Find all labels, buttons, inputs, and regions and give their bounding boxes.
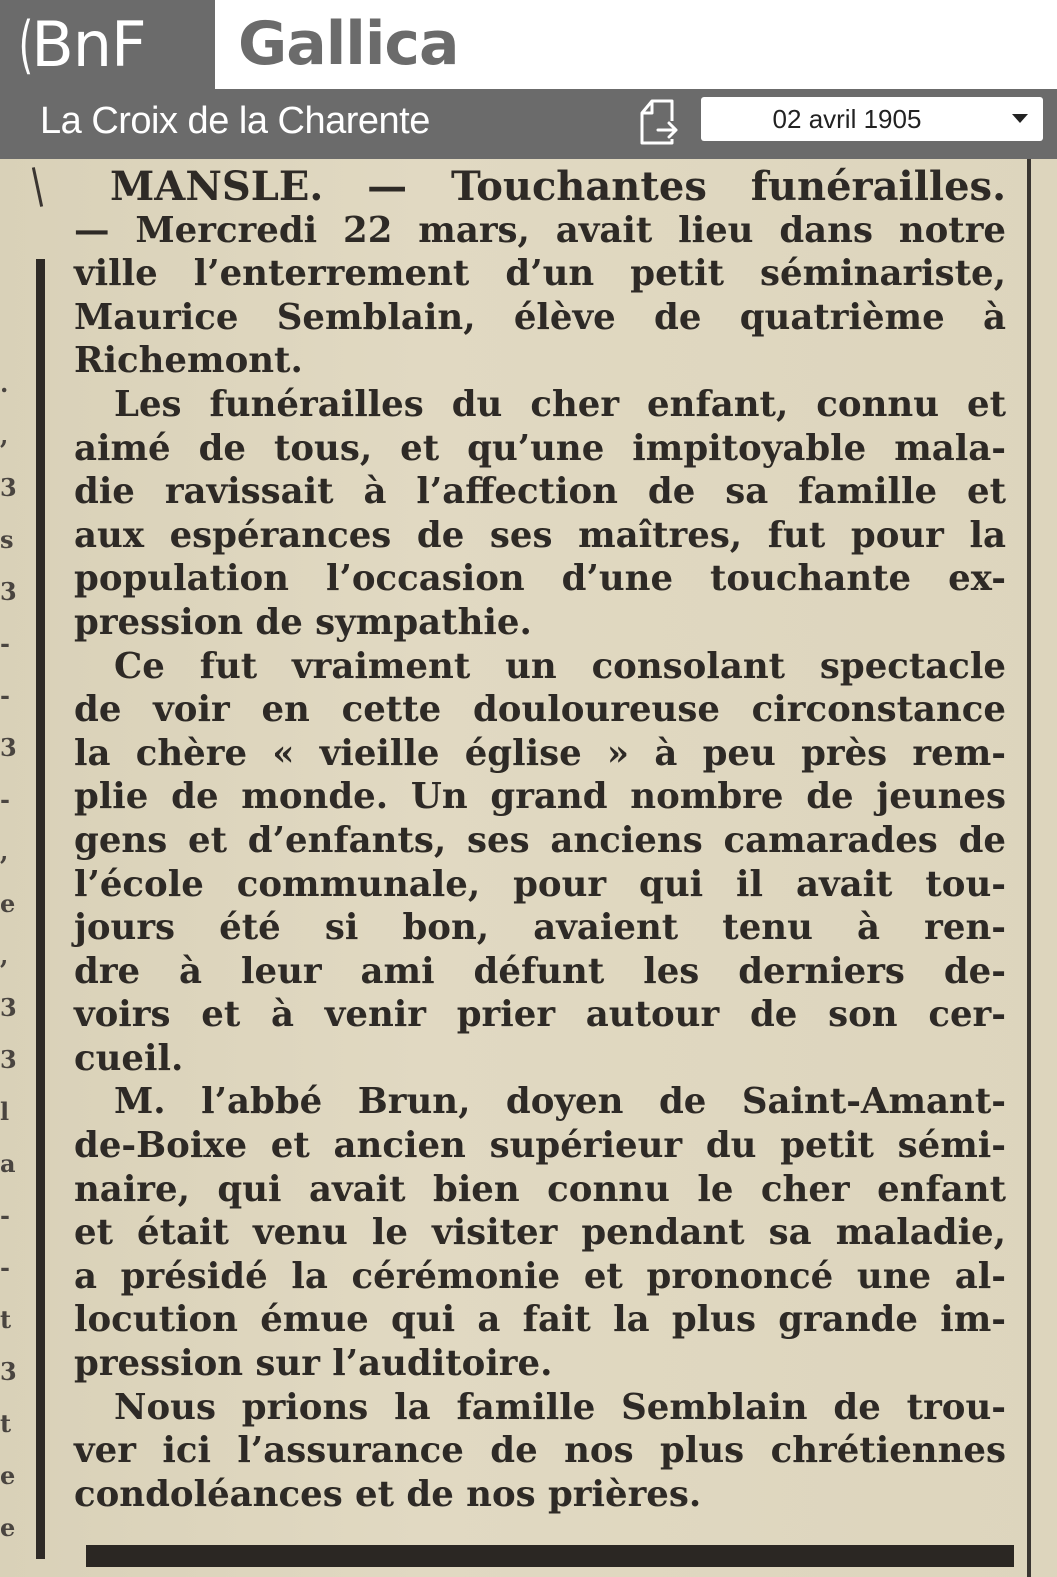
gallica-brand[interactable]: Gallica (238, 9, 459, 79)
article-line: plie de monde. Un grand nombre de jeunes (74, 776, 1006, 818)
column-rule-top (32, 167, 43, 207)
article-line: locution émue qui a fait la plus grande im- (74, 1299, 1006, 1341)
chevron-down-icon (1012, 114, 1028, 123)
left-column-edge (0, 159, 17, 1577)
cropped-column-char: - (0, 785, 10, 814)
column-rule-left (36, 259, 45, 1559)
cropped-column-char: - (0, 1253, 10, 1282)
article-line: l’école communale, pour qui il avait tou- (74, 863, 1006, 905)
cropped-column-char: e (0, 889, 16, 918)
article-line: condoléances et de nos prières. (74, 1473, 702, 1515)
cropped-column-char: 3 (0, 733, 17, 762)
cropped-column-char: 3 (0, 1357, 17, 1386)
article-line: voirs et à venir prier autour de son cer- (74, 994, 1006, 1036)
article-line: Maurice Semblain, élève de quatrième à (74, 296, 1006, 338)
article-line: de-Boixe et ancien supérieur du petit sémi- (74, 1125, 1006, 1167)
cropped-column-char: e (0, 1461, 16, 1490)
article-line: dre à leur ami défunt les derniers de- (74, 950, 1006, 992)
cropped-column-char: , (0, 421, 9, 450)
cropped-column-char: l (0, 1097, 10, 1126)
article-line: a présidé la cérémonie et prononcé une al- (74, 1255, 1006, 1297)
cropped-column-char: . (0, 369, 9, 398)
cropped-column-char: 3 (0, 993, 17, 1022)
cropped-column-char: t (0, 1409, 12, 1438)
cropped-column-char: - (0, 1201, 10, 1230)
cropped-column-char: a (0, 1149, 16, 1178)
cropped-column-char: 3 (0, 473, 17, 502)
journal-title: La Croix de la Charente (40, 100, 430, 142)
article-line: Richemont. (74, 340, 303, 382)
bnf-logo[interactable] (0, 0, 215, 89)
cropped-column-char: - (0, 681, 10, 710)
article-line: MANSLE. — Touchantes funérailles. (110, 163, 1006, 210)
article-line: naire, qui avait bien connu le cher enfant (74, 1168, 1006, 1210)
article-line: Ce fut vraiment un consolant spectacle (114, 645, 1006, 687)
article-line: de voir en cette douloureuse circonstance (74, 689, 1006, 731)
article-line: — Mercredi 22 mars, avait lieu dans notre (74, 209, 1006, 251)
bottom-rule (86, 1545, 1014, 1567)
document-toolbar (0, 89, 1057, 159)
scanned-page (0, 159, 1057, 1577)
cropped-column-char: - (0, 629, 10, 658)
article-line: la chère « vieille église » à peu près rem- (74, 732, 1006, 774)
cropped-column-char: 3 (0, 1045, 17, 1074)
article-line: cueil. (74, 1037, 184, 1079)
article-line: Les funérailles du cher enfant, connu et (114, 383, 1006, 425)
article-line: M. l’abbé Brun, doyen de Saint-Amant- (114, 1081, 1006, 1123)
article-line: pression de sympathie. (74, 601, 532, 643)
article-line: aux espérances de ses maîtres, fut pour la (74, 514, 1006, 556)
cropped-column-char: , (0, 941, 9, 970)
column-rule-right (1027, 159, 1031, 1577)
cropped-column-char: , (0, 837, 9, 866)
cropped-column-char: s (0, 525, 14, 554)
cropped-column-char: t (0, 1305, 12, 1334)
article-line: gens et d’enfants, ses anciens camarades de (74, 819, 1006, 861)
date-select[interactable] (701, 97, 1043, 141)
article-line: ville l’enterrement d’un petit séminariste, (74, 253, 1006, 295)
article-line: pression sur l’auditoire. (74, 1343, 553, 1385)
article-line: Nous prions la famille Semblain de trou- (114, 1386, 1006, 1428)
article-text (74, 165, 1006, 1516)
date-select-value: 02 avril 1905 (772, 104, 922, 134)
article-line: jours été si bon, avaient tenu à ren- (74, 907, 1006, 949)
cropped-column-char: 3 (0, 577, 17, 606)
article-line: ver ici l’assurance de nos plus chrétiennes (74, 1430, 1006, 1472)
top-bar (0, 0, 1057, 89)
document-add-icon[interactable] (636, 97, 680, 147)
article-line: aimé de tous, et qu’une impitoyable mala- (74, 427, 1006, 469)
article-line: die ravissait à l’affection de sa famille et (74, 471, 1006, 513)
bnf-logo-text: (BnF (18, 8, 146, 81)
article-line: population l’occasion d’une touchante ex- (74, 558, 1006, 600)
cropped-column-char: e (0, 1513, 16, 1542)
article-line: et était venu le visiter pendant sa maladie, (74, 1212, 1006, 1254)
